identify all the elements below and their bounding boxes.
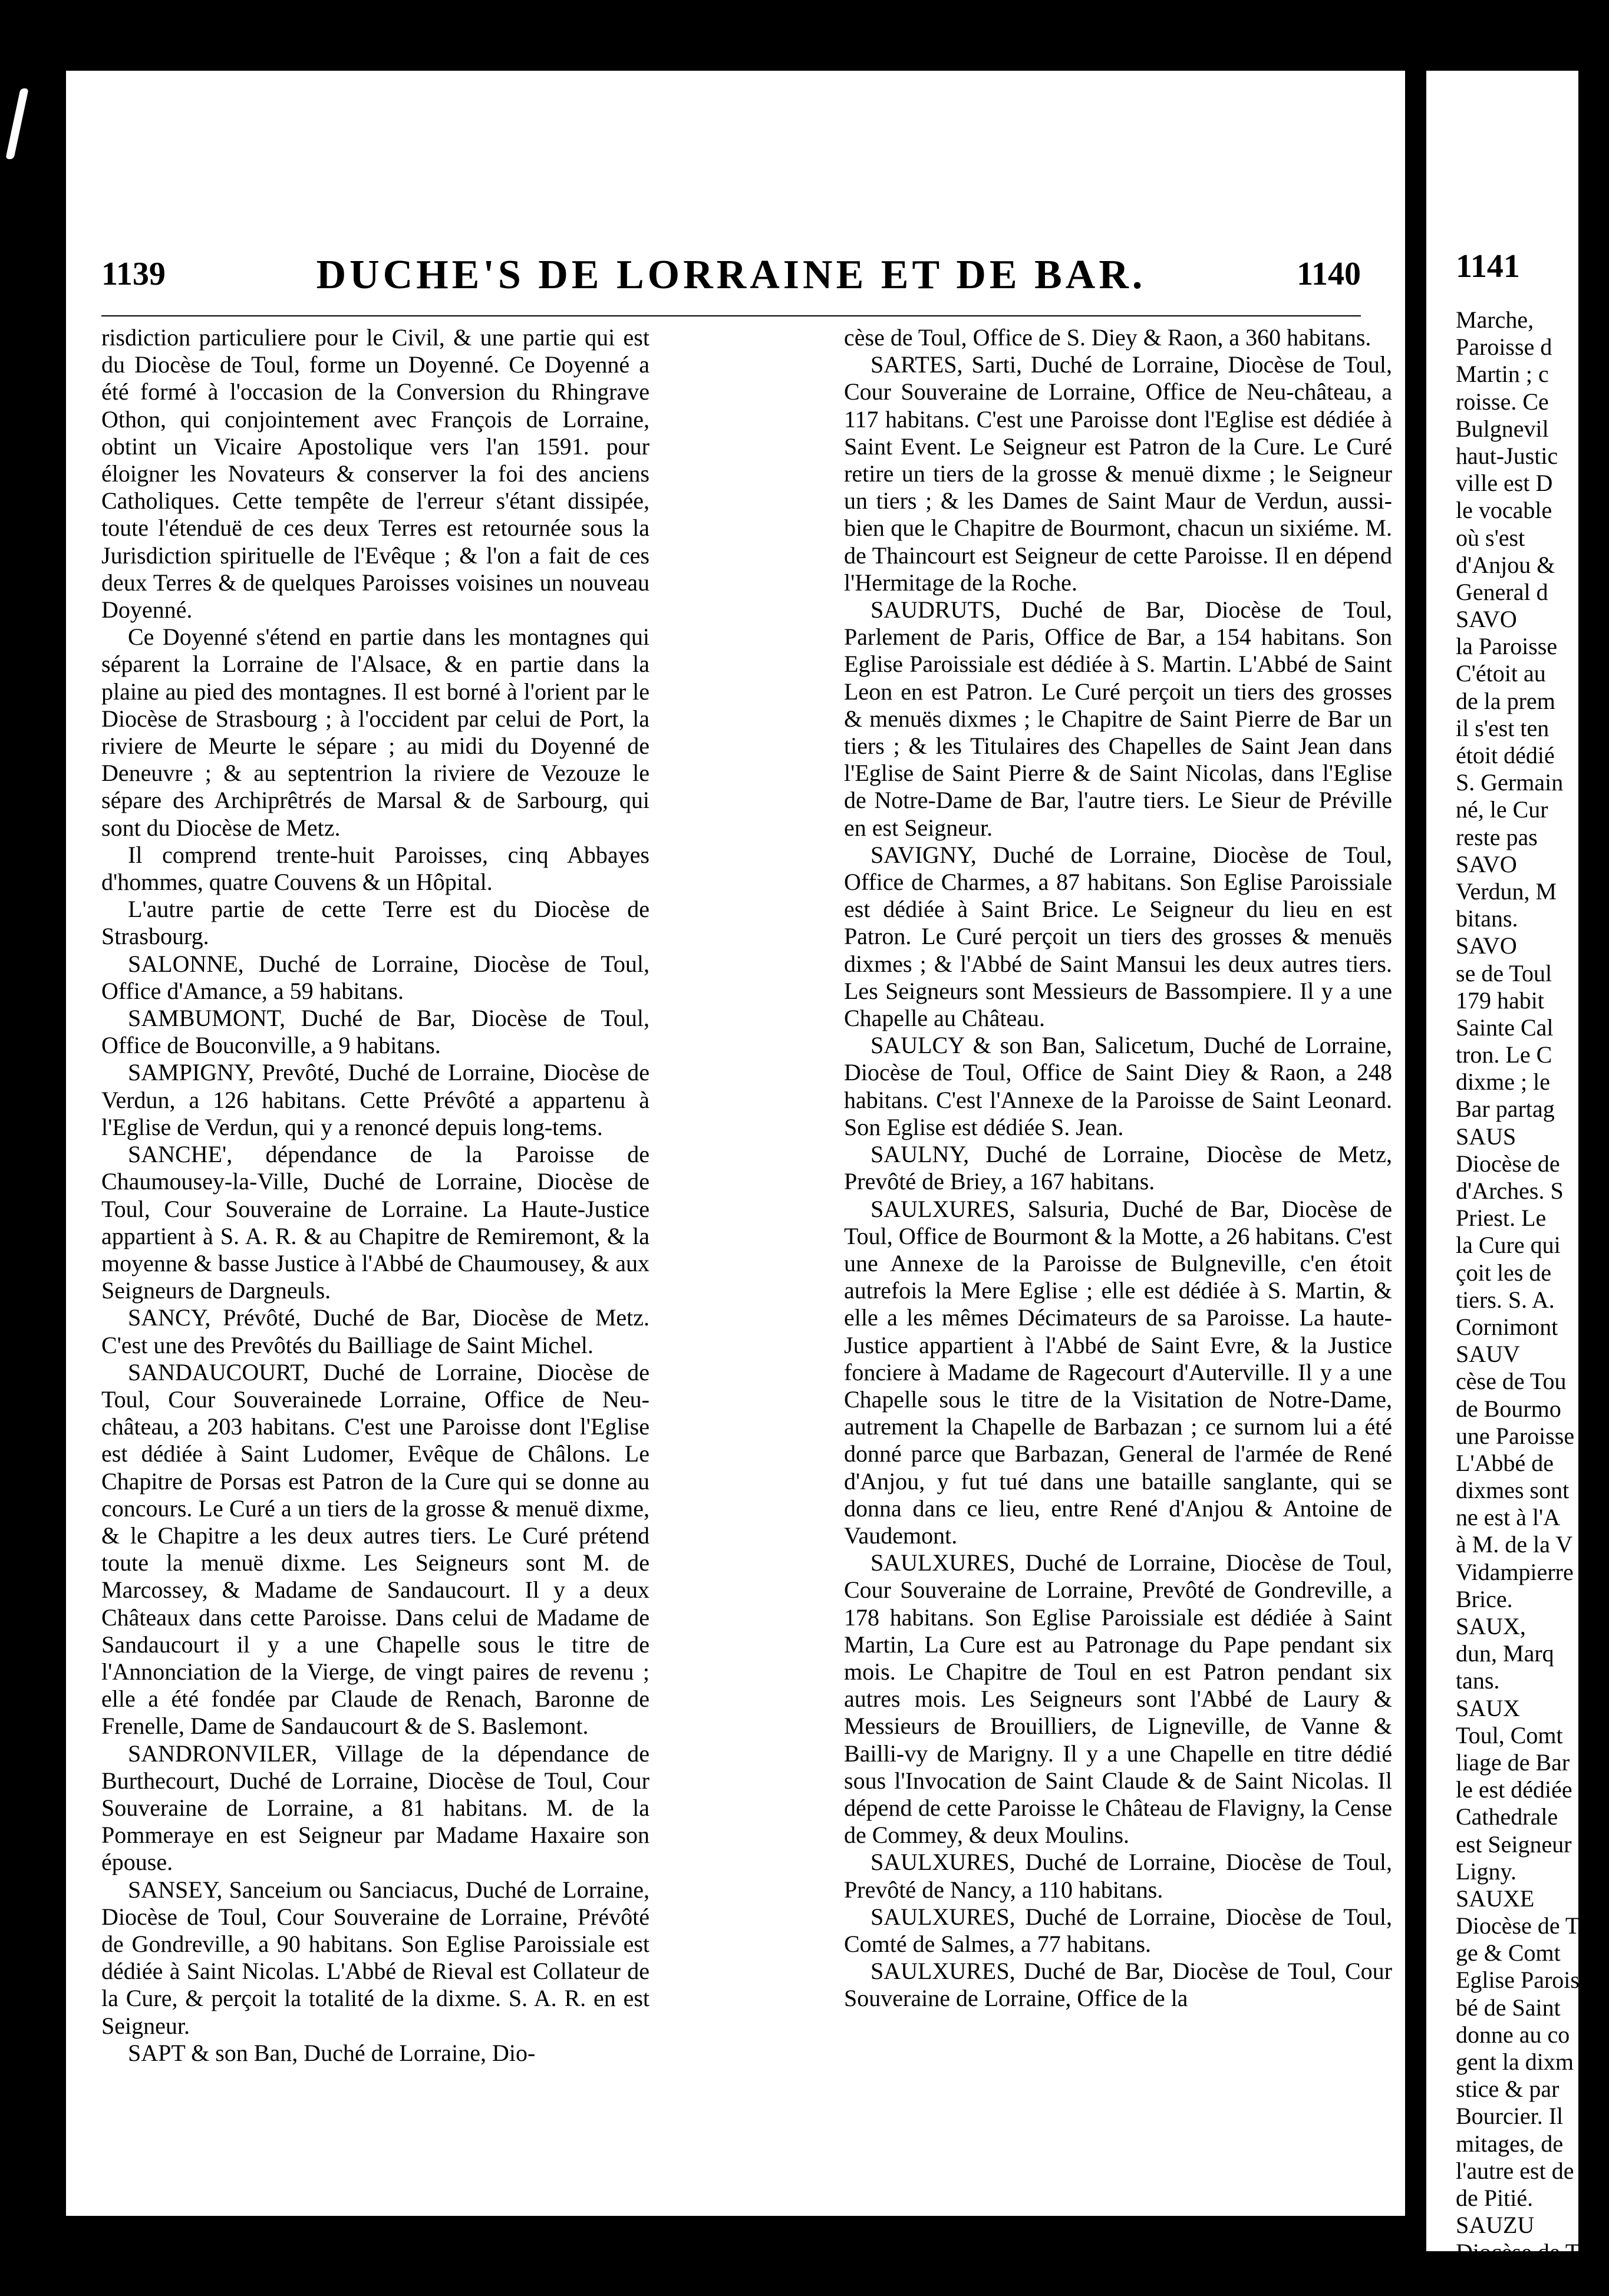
- next-page-line: L'Abbé de: [1456, 1449, 1554, 1476]
- entry: SAULXURES, Duché de Bar, Diocèse de Toul, Cour Souveraine de Lorraine, Office de la: [844, 1958, 1392, 2012]
- margin-mark: [5, 88, 29, 159]
- right-column: [844, 324, 1392, 2175]
- next-page-line: d'Anjou &: [1456, 551, 1555, 578]
- entry: SAULXURES, Duché de Lorraine, Diocèse de Toul, Comté de Salmes, a 77 habitans.: [844, 1903, 1392, 1957]
- next-page-line: SAUX: [1456, 1694, 1520, 1721]
- next-page-line: gent la dixm: [1456, 2048, 1574, 2075]
- next-page-line: Sainte Cal: [1456, 1014, 1554, 1041]
- entry: SANCY, Prévôté, Duché de Bar, Diocèse de Metz. C'est une des Prevôtés du Bailliage de Saint Michel.: [101, 1304, 649, 1358]
- next-page-line: dixmes sont: [1456, 1477, 1570, 1504]
- running-title: DUCHE'S DE LORRAINE ET DE BAR.: [316, 252, 1146, 298]
- entry: SANDAUCOURT, Duché de Lorraine, Diocèse de Toul, Cour Souverainede Lorraine, Office de Neu-château, a 203 habitans. C'est une Paroisse dont l'Eglise est dédiée à Saint Ludomer, Evêque de Châlons. Le Chapitre de Porsas est Patron de la Cure qui se donne au concours. Le Curé a un tiers de la grosse & menuë dixme, & le Chapitre a les deux autres tiers. Le Curé prétend toute la menuë dixme. Les Seigneurs sont M. de Marcossey, & Madame de Sandaucourt. Il y a deux Châteaux dans cette Paroisse. Dans celui de Madame de Sandaucourt il y a une Chapelle sous le titre de l'Annonciation de la Vierge, de vingt paires de revenu ; elle a été fondée par Claude de Renach, Baronne de Frenelle, Dame de Sandaucourt & de S. Baslemont.: [101, 1358, 649, 1740]
- next-page-line: çoit les de: [1456, 1259, 1552, 1286]
- paragraph: Il comprend trente-huit Paroisses, cinq Abbayes d'hommes, quatre Couvens & un Hôpital.: [101, 841, 649, 896]
- entry: SAPT & son Ban, Duché de Lorraine, Dio-: [128, 2039, 536, 2066]
- next-page-line: dixme ; le: [1456, 1068, 1550, 1096]
- paragraph: L'autre partie de cette Terre est du Diocèse de Strasbourg.: [101, 896, 649, 950]
- next-page-line: stice & par: [1456, 2076, 1559, 2103]
- next-page-lines: [1456, 306, 1609, 2267]
- entry: SAUDRUTS, Duché de Bar, Diocèse de Toul, Parlement de Paris, Office de Bar, a 154 habitans. Son Eglise Paroissiale est dédiée à S. Martin. L'Abbé de Saint Leon en est Patron. Le Curé perçoit un tiers des grosses & menuës dixmes ; le Chapitre de Saint Pierre de Bar un tiers ; & les Titulaires des Chapelles de Saint Jean dans l'Eglise de Saint Pierre & de Saint Nicolas, dans l'Eglise de Notre-Dame de Bar, l'autre tiers. Le Sieur de Préville en est Seigneur.: [844, 596, 1392, 841]
- next-page-line: né, le Cur: [1456, 796, 1548, 823]
- next-page-line: SAVO: [1456, 932, 1517, 959]
- next-page-line: d'Arches. S: [1456, 1177, 1564, 1204]
- next-page-line: dun, Marq: [1456, 1640, 1554, 1667]
- next-page-line: Eglise Parois: [1456, 1967, 1580, 1994]
- next-page-line: Paroisse d: [1456, 334, 1552, 361]
- next-page-line: il s'est ten: [1456, 714, 1549, 741]
- next-page-line: ne est à l'A: [1456, 1504, 1561, 1531]
- next-page-line: Toul, Comt: [1456, 1721, 1563, 1749]
- next-page-line: où s'est: [1456, 524, 1525, 551]
- next-page-line: C'étoit au: [1456, 660, 1546, 687]
- page-number-left: 1139: [101, 256, 166, 292]
- next-page-line: l'autre est de: [1456, 2157, 1574, 2184]
- next-page-line: donne au co: [1456, 2021, 1570, 2048]
- next-page-line: SAUX,: [1456, 1613, 1526, 1639]
- next-page-line: à M. de la V: [1456, 1531, 1573, 1558]
- next-page-line: ge & Comt: [1456, 1939, 1561, 1967]
- next-page-line: SAUS: [1456, 1123, 1516, 1150]
- entry: SAVIGNY, Duché de Lorraine, Diocèse de Toul, Office de Charmes, a 87 habitans. Son Eglise Paroissiale est dédiée à Saint Brice. Le Seigneur du lieu en est Patron. Le Curé perçoit un tiers des grosses & menuës dixmes ; & l'Abbé de Saint Mansui les deux autres tiers. Les Seigneurs sont Messieurs de Bassompiere. Il y a une Chapelle au Château.: [844, 841, 1392, 1032]
- next-page-line: de Pitié.: [1456, 2184, 1534, 2211]
- entry: SAULXURES, Salsuria, Duché de Bar, Diocèse de Toul, Office de Bourmont & la Motte, a 26 habitans. C'est une Annexe de la Paroisse de Bulgneville, c'en étoit autrefois la Mere Eglise ; elle est dédiée à S. Martin, & elle a les mêmes Décimateurs de sa Paroisse. La haute-Justice appartient à l'Abbé de Saint Evre, & la Justice fonciere à Madame de Ragecourt d'Auterville. Il y a une Chapelle sous le titre de la Visitation de Notre-Dame, autrement la Chapelle de Barbazan ; ce surnom lui a été donné parce que Barbazan, General de l'armée de René d'Anjou, y fut tué dans une bataille sanglante, qui se donna dans ce lieu, entre René d'Anjou & Antoine de Vaudemont.: [844, 1195, 1392, 1549]
- next-page-line: Brice.: [1456, 1585, 1513, 1612]
- next-page-line: reste pas: [1456, 823, 1538, 850]
- entry: SAULXURES, Duché de Lorraine, Diocèse de Toul, Prevôté de Nancy, a 110 habitans.: [844, 1849, 1392, 1903]
- next-page-line: haut-Justic: [1456, 442, 1558, 469]
- next-page-line: mitages, de: [1456, 2130, 1564, 2157]
- next-page-line: Martin ; c: [1456, 361, 1549, 388]
- entry: SAMBUMONT, Duché de Bar, Diocèse de Toul, Office de Bouconville, a 9 habitans.: [101, 1005, 649, 1059]
- next-page-line: S. Germain: [1456, 769, 1564, 796]
- next-page-line: SAVO: [1456, 606, 1517, 633]
- next-page-line: SAUXE: [1456, 1885, 1535, 1912]
- next-page-line: étoit dédié: [1456, 742, 1555, 768]
- entry: SANSEY, Sanceium ou Sanciacus, Duché de Lorraine, Diocèse de Toul, Cour Souveraine de Lorraine, Prévôté de Gondreville, a 90 habitans. Son Eglise Paroissiale est dédiée à Saint Nicolas. L'Abbé de Rieval est Collateur de la Cure, & perçoit la totalité de la dixme. S. A. R. en est Seigneur.: [101, 1876, 649, 2039]
- next-page-line: de la prem: [1456, 687, 1555, 714]
- next-page-line: la Paroisse: [1456, 633, 1558, 660]
- next-page-line: tans.: [1456, 1667, 1500, 1694]
- paragraph: cèse de Toul, Office de S. Diey & Raon, a 360 habitans.: [844, 324, 1371, 351]
- paragraph: Ce Doyenné s'étend en partie dans les montagnes qui séparent la Lorraine de l'Alsace, & en partie dans la plaine au pied des montagnes. Il est borné à l'orient par le Diocèse de Strasbourg ; à l'occident par celui de Port, la riviere de Meurte le sépare ; au midi du Doyenné de Deneuvre ; & au septentrion la riviere de Vezouze le sépare des Archiprêtrés de Marsal & de Sarbourg, qui sont du Diocèse de Metz.: [101, 624, 649, 841]
- next-page-line: Marche,: [1456, 306, 1534, 333]
- entry: SALONNE, Duché de Lorraine, Diocèse de Toul, Office d'Amance, a 59 habitans.: [101, 950, 649, 1004]
- next-page-line: 179 habit: [1456, 987, 1544, 1014]
- next-page-line: Vidampierre: [1456, 1558, 1574, 1585]
- entry: SAULXURES, Duché de Lorraine, Diocèse de Toul, Cour Souveraine de Lorraine, Prevôté de Gondreville, a 178 habitans. Son Eglise Paroissiale est dédiée à Saint Martin, La Cure est au Patronage du Pape pendant six mois. Le Chapitre de Toul en est Patron pendant six autres mois. Les Seigneurs sont l'Abbé de Laury & Messieurs de Brouilliers, de Ligneville, de Vanne & Bailli-vy de Marigny. Il y a une Chapelle en titre dédié sous l'Invocation de Saint Claude & de Saint Nicolas. Il dépend de cette Paroisse le Château de Flavigny, la Cense de Commey, & deux Moulins.: [844, 1549, 1392, 1849]
- next-page-line: tiers. S. A.: [1456, 1286, 1555, 1313]
- next-page-line: le est dédiée: [1456, 1776, 1572, 1803]
- next-page-line: de Bourmo: [1456, 1395, 1561, 1422]
- next-page-line: une Paroisse: [1456, 1422, 1575, 1449]
- next-page-line: se de Toul: [1456, 959, 1552, 987]
- next-page-line: cèse de Tou: [1456, 1368, 1567, 1395]
- entry: SARTES, Sarti, Duché de Lorraine, Diocèse de Toul, Cour Souveraine de Lorraine, Office de Neu-château, a 117 habitans. C'est une Paroisse dont l'Eglise est dédiée à Saint Event. Le Seigneur est Patron de la Cure. Le Curé retire un tiers de la grosse & menuë dixme ; le Seigneur un tiers ; & les Dames de Saint Maur de Verdun, aussi-bien que le Chapitre de Bourmont, chacun un sixiéme. M. de Thaincourt est Seigneur de cette Paroisse. Il en dépend l'Hermitage de la Roche.: [844, 351, 1392, 596]
- next-page-line: est Seigneur: [1456, 1830, 1572, 1858]
- entry: SAULCY & son Ban, Salicetum, Duché de Lorraine, Diocèse de Toul, Office de Saint Diey & Raon, a 248 habitans. C'est l'Annexe de la Paroisse de Saint Leonard. Son Eglise est dédiée S. Jean.: [844, 1032, 1392, 1140]
- page-number-right: 1140: [1297, 256, 1361, 292]
- left-column: [101, 324, 649, 2175]
- next-page-line: General d: [1456, 578, 1548, 605]
- next-page-line: ville est D: [1456, 470, 1553, 497]
- next-page-number: 1141: [1456, 248, 1520, 285]
- next-page-line: Cornimont: [1456, 1313, 1558, 1340]
- next-page-line: le vocable: [1456, 497, 1552, 524]
- next-page-line: SAVO: [1456, 850, 1517, 878]
- next-page-line: la Cure qui: [1456, 1232, 1561, 1259]
- next-page-line: Diocèse de T: [1456, 2239, 1580, 2266]
- next-page-line: Priest. Le: [1456, 1205, 1547, 1232]
- next-page-line: SAUZU: [1456, 2212, 1535, 2239]
- next-page-line: Bourcier. Il: [1456, 2103, 1564, 2130]
- paragraph: risdiction particuliere pour le Civil, & une partie qui est du Diocèse de Toul, forme un Doyenné. Ce Doyenné a été formé à l'occasion de la Conversion du Rhingrave Othon, qui conjointement avec François de Lorraine, obtint un Vicaire Apostolique vers l'an 1591. pour éloigner les Novateurs & conserver la foi des anciens Catholiques. Cette tempête de l'erreur s'étant dissipée, toute l'étenduë de ces deux Terres est retournée sous la Jurisdiction spirituelle de l'Evêque ; & l'on a fait de ces deux Terres & de quelques Paroisses voisines un nouveau Doyenné.: [101, 324, 649, 624]
- next-page-fragment: [1426, 71, 1580, 2266]
- next-page-line: tron. Le C: [1456, 1041, 1552, 1068]
- page-header: [101, 245, 1361, 316]
- entry: SAULNY, Duché de Lorraine, Diocèse de Metz, Prevôté de Briey, a 167 habitans.: [844, 1141, 1392, 1195]
- next-page-line: Cathedrale: [1456, 1803, 1558, 1830]
- next-page-line: roisse. Ce: [1456, 388, 1549, 415]
- next-page-line: Diocèse de: [1456, 1150, 1560, 1177]
- next-page-line: Bulgnevil: [1456, 415, 1549, 442]
- entry: SAMPIGNY, Prevôté, Duché de Lorraine, Diocèse de Verdun, a 126 habitans. Cette Prévôté a appartenu à l'Eglise de Verdun, qui y a renoncé depuis long-tems.: [101, 1059, 649, 1140]
- next-page-line: bitans.: [1456, 905, 1518, 932]
- next-page-line: Diocèse de T: [1456, 1912, 1580, 1939]
- next-page-line: Ligny.: [1456, 1858, 1516, 1885]
- entry: SANCHE', dépendance de la Paroisse de Chaumousey-la-Ville, Duché de Lorraine, Diocèse de Toul, Cour Souveraine de Lorraine. La Haute-Justice appartient à S. A. R. & au Chapitre de Remiremont, & la moyenne & basse Justice à l'Abbé de Chaumousey, & aux Seigneurs de Dargneuls.: [101, 1141, 649, 1304]
- next-page-line: SAUV: [1456, 1341, 1520, 1368]
- next-page-line: Verdun, M: [1456, 878, 1557, 905]
- next-page-line: Bar partag: [1456, 1096, 1555, 1123]
- next-page-line: liage de Bar: [1456, 1749, 1570, 1776]
- next-page-line: bé de Saint: [1456, 1994, 1561, 2021]
- book-page: [66, 71, 1405, 2216]
- entry: SANDRONVILER, Village de la dépendance de Burthecourt, Duché de Lorraine, Diocèse de Toul, Cour Souveraine de Lorraine, a 81 habitans. M. de la Pommeraye en est Seigneur par Madame Haxaire son épouse.: [101, 1740, 649, 1876]
